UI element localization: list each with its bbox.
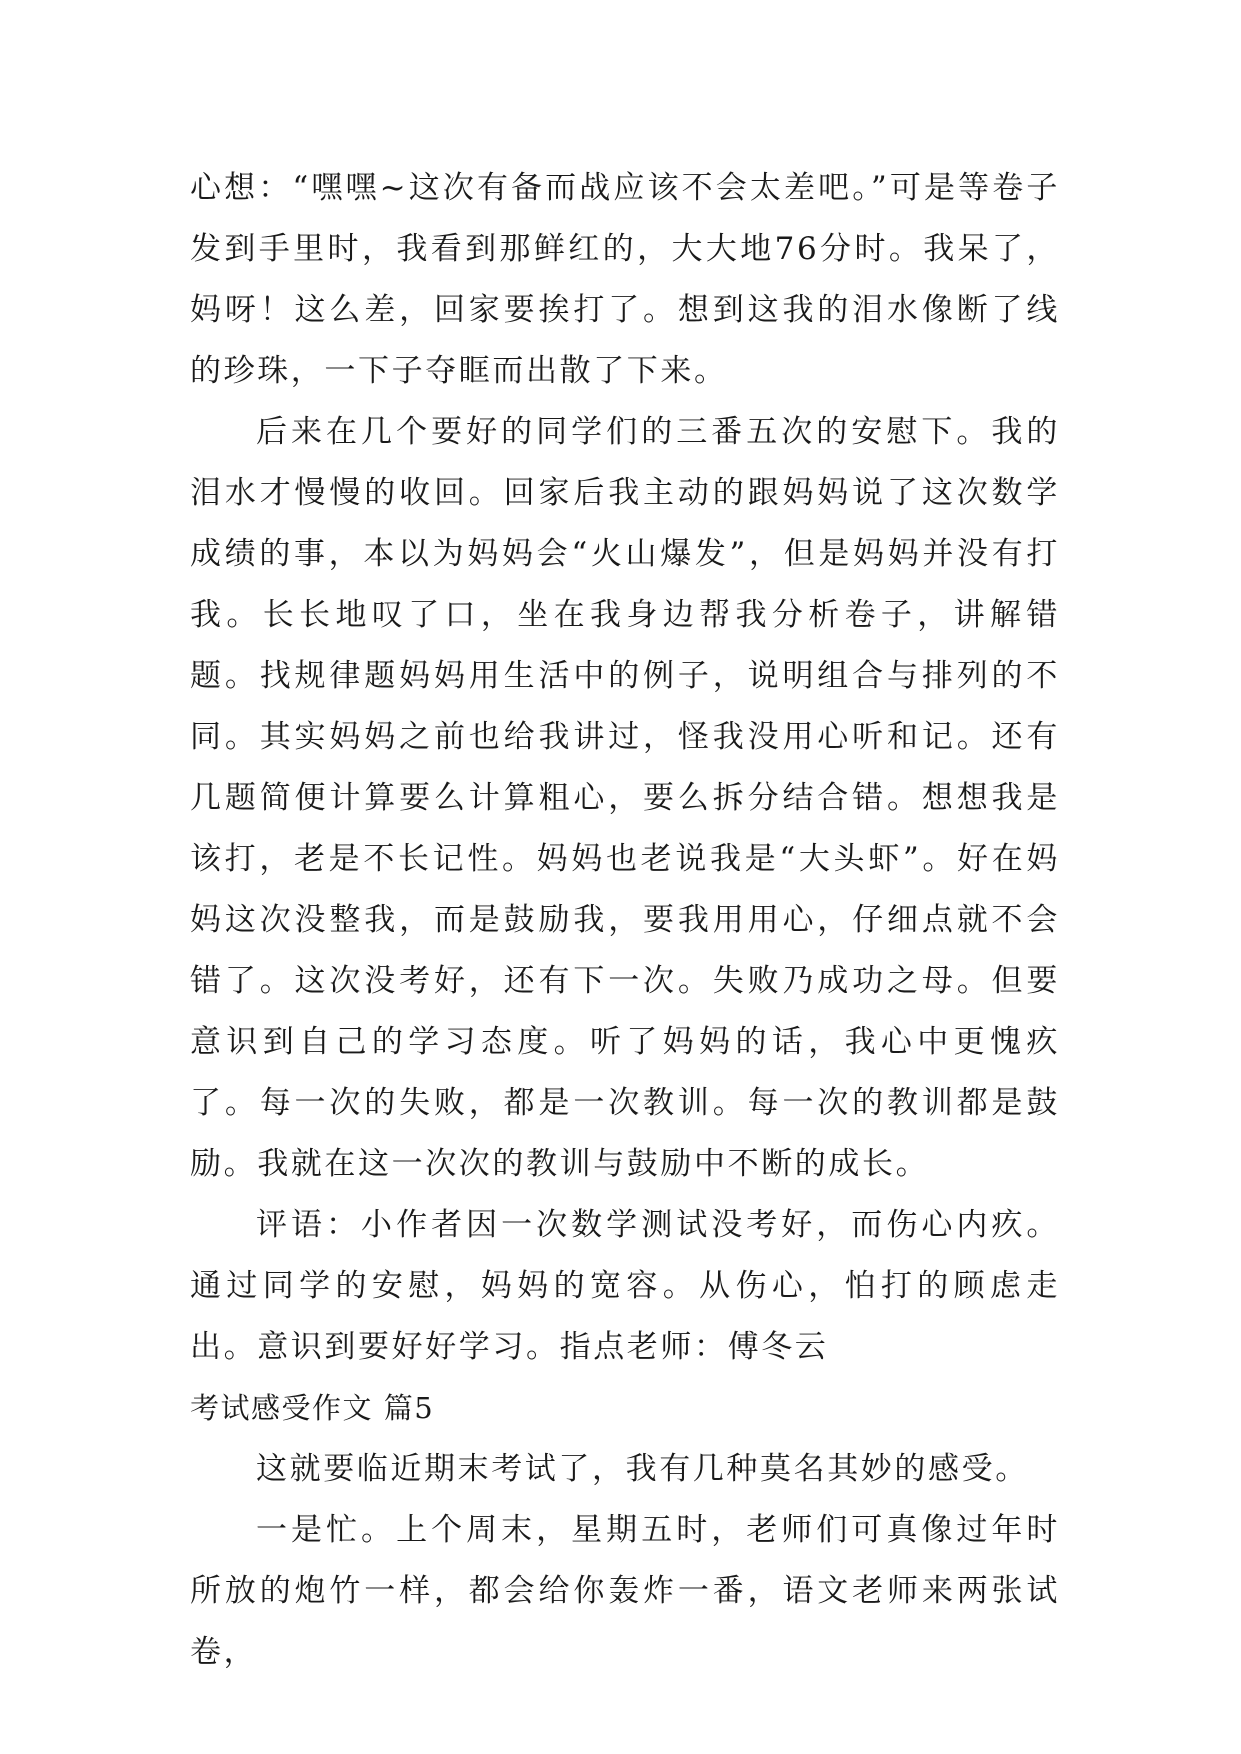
paragraph-teacher-comment: 评语：小作者因一次数学测试没考好，而伤心内疚。通过同学的安慰，妈妈的宽容。从伤心，怕打的顾虑走出。意识到要好好学习。指点老师：傅冬云 — [190, 1207, 1060, 1365]
paragraph-continuation: 心想：“嘿嘿~这次有备而战应该不会太差吧。”可是等卷子发到手里时，我看到那鲜红的，大大地76分时。我呆了，妈呀！这么差，回家要挨打了。想到这我的泪水像断了线的珍珠，一下子夺眶而出散了下来。 — [190, 170, 1060, 389]
paragraph-busy: 一是忙。上个周末，星期五时，老师们可真像过年时所放的炮竹一样，都会给你轰炸一番，语文老师来两张试卷， — [190, 1512, 1060, 1670]
paragraph-comfort: 后来在几个要好的同学们的三番五次的安慰下。我的泪水才慢慢的收回。回家后我主动的跟妈妈说了这次数学成绩的事，本以为妈妈会“火山爆发”，但是妈妈并没有打我。长长地叹了口，坐在我身边帮我分析卷子，讲解错题。找规律题妈妈用生活中的例子，说明组合与排列的不同。其实妈妈之前也给我讲过，怪我没用心听和记。还有几题简便计算要么计算粗心，要么拆分结合错。想想我是该打，老是不长记性。妈妈也老说我是“大头虾”。好在妈妈这次没整我，而是鼓励我，要我用用心，仔细点就不会错了。这次没考好，还有下一次。失败乃成功之母。但要意识到自己的学习态度。听了妈妈的话，我心中更愧疚了。每一次的失败，都是一次教训。每一次的教训都是鼓励。我就在这一次次的教训与鼓励中不断的成长。 — [190, 414, 1060, 1182]
paragraph-intro: 这就要临近期末考试了，我有几种莫名其妙的感受。 — [256, 1451, 1029, 1487]
document-body — [190, 158, 1060, 1683]
section-heading: 考试感受作文 篇5 — [190, 1391, 435, 1425]
